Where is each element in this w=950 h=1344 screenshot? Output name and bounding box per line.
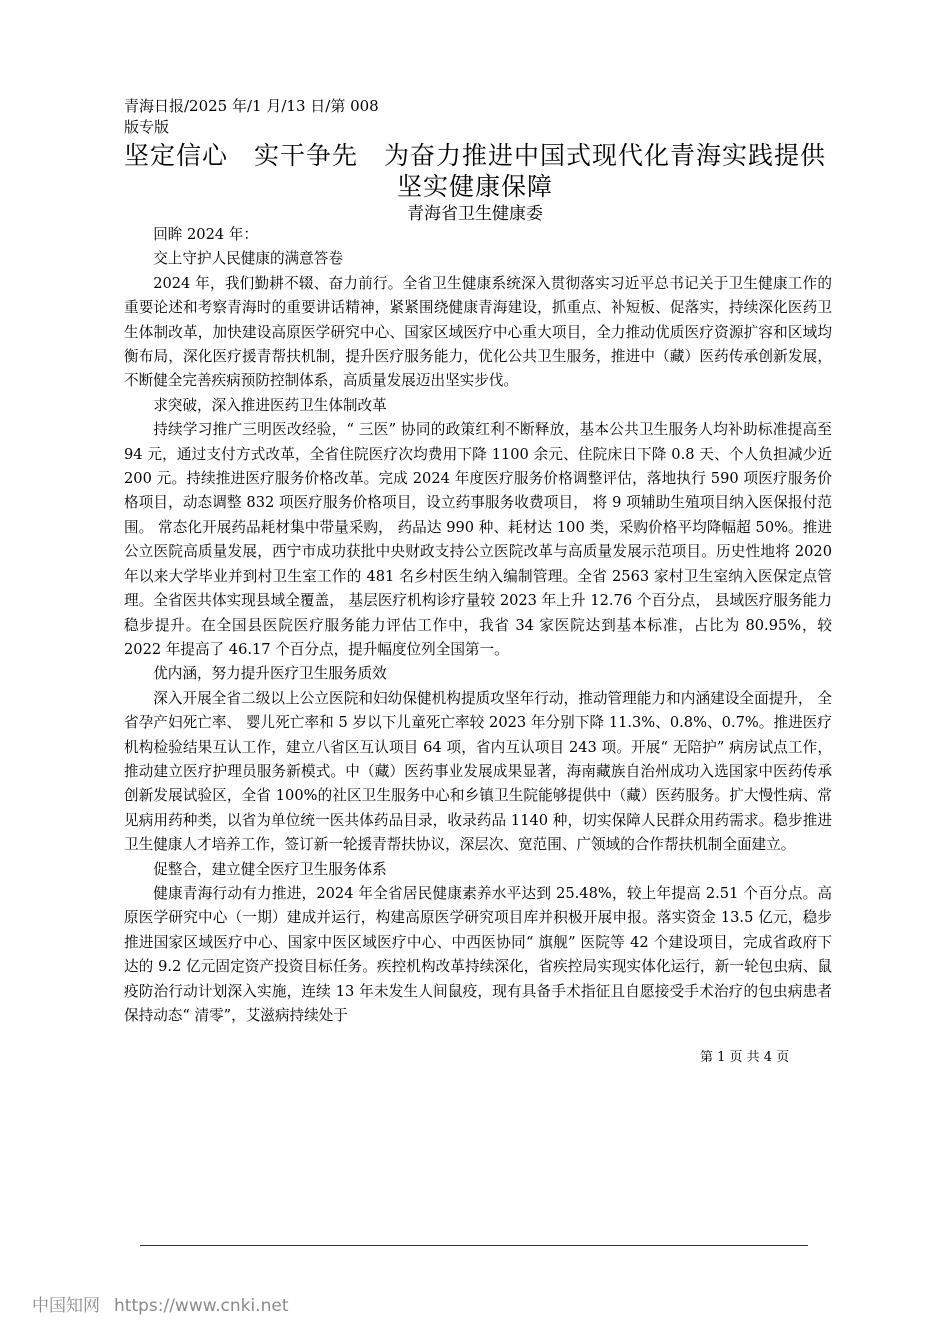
paragraph-reform: 持续学习推广三明医改经验，“ 三医” 协同的政策红利不断释放，基本公共卫生服务人均补助标准提高至 94 元，通过支付方式改革，全省住院医疗次均费用下降 1100 余元、住院床日下降 0.8 天、个人负担减少近 200 元。持续推进医疗服务价格改革。完成 2024 年度医疗服务价格调整评估，落地执行 590 项医疗服务价格项目，动态调整 832 项医疗服务价格项目，设立药事服务收费项目， 将 9 项辅助生殖项目纳入医保报付范围。 常态化开展药品耗材集中带量采购， 药品达 990 种、耗材达 100 类，采购价格平均降幅超 50%。推进公立医院高质量发展，西宁市成功获批中央财政支持公立医院改革与高质量发展示范项目。历史性地将 2020 年以来大学毕业并到村卫生室工作的 481 名乡村医生纳入编制管理。全省 2563 家村卫生室纳入医保定点管理。全省医共体实现县域全覆盖， 基层医疗机构诊疗量较 2023 年上升 12.76 个百分点， 县域医疗服务能力稳步提升。在全国县医院医疗服务能力评估工作中，我省 34 家医院达到基本标准，占比为 80.95%，较 2022 年提高了 46.17 个百分点，提升幅度位列全国第一。	[124, 421, 832, 658]
watermark-brand: 中国知网	[32, 1296, 100, 1316]
section-heading-quality: 优内涵，努力提升医疗卫生服务质效	[153, 665, 387, 683]
paragraph-quality: 深入开展全省二级以上公立医院和妇幼保健机构提质攻坚年行动，推动管理能力和内涵建设全面提升， 全省孕产妇死亡率、 婴儿死亡率和 5 岁以下儿童死亡率较 2023 年分别下降 11.3%、0.8%、0.7%。推进医疗机构检验结果互认工作，建立八省区互认项目 64 项，省内互认项目 243 项。开展“ 无陪护” 病房试点工作，推动建立医疗护理员服务新模式。中（藏）医药事业发展成果显著，海南藏族自治州成功入选国家中医药传承创新发展试验区，全省 100%的社区卫生服务中心和乡镇卫生院能够提供中（藏）医药服务。扩大慢性病、常见病用药种类，以省为单位统一医共体药品目录，收录药品 1140 种，切实保障人民群众用药需求。稳步推进卫生健康人才培养工作，签订新一轮援青帮扶协议，深层次、宽范围、广领域的合作帮扶机制全面建立。	[124, 689, 832, 854]
footer-divider	[140, 1245, 808, 1246]
section-heading-reform: 求突破，深入推进医药卫生体制改革	[153, 396, 387, 414]
watermark-url: https://www.cnki.net	[114, 1296, 289, 1316]
paragraph-intro-label: 回眸 2024 年：	[153, 226, 258, 243]
article-title: 坚定信心 实干争先 为奋力推进中国式现代化青海实践提供坚实健康保障	[124, 141, 827, 201]
article-author: 青海省卫生健康委	[407, 204, 543, 224]
page-indicator: 第 1 页 共 4 页	[700, 1050, 790, 1065]
section-heading-summary: 交上守护人民健康的满意答卷	[153, 250, 343, 268]
article-body	[124, 223, 832, 1028]
section-heading-integration: 促整合，建立健全医疗卫生服务体系	[153, 860, 387, 878]
cnki-watermark	[32, 1294, 288, 1318]
paragraph-overview: 2024 年，我们勤耕不辍、奋力前行。全省卫生健康系统深入贯彻落实习近平总书记关于卫生健康工作的重要论述和考察青海时的重要讲话精神，紧紧围绕健康青海建设，抓重点、补短板、促落实，持续深化医药卫生体制改革，加快建设高原医学研究中心、国家区域医疗中心重大项目，全力推动优质医疗资源扩容和区域均衡布局，深化医疗援青帮扶机制，提升医疗服务能力，优化公共卫生服务，推进中（藏）医药传承创新发展，不断健全完善疾病预防控制体系，高质量发展迈出坚实步伐。	[124, 274, 832, 390]
paragraph-integration: 健康青海行动有力推进，2024 年全省居民健康素养水平达到 25.48%，较上年提高 2.51 个百分点。高原医学研究中心（一期）建成并运行，构建高原医学研究项目库并积极开展申报。落实资金 13.5 亿元，稳步推进国家区域医疗中心、国家中医区域医疗中心、中西医协同“ 旗舰” 医院等 42 个建设项目，完成省政府下达的 9.2 亿元固定资产投资目标任务。疾控机构改革持续深化，省疾控局实现实体化运行，新一轮包虫病、鼠疫防治行动计划深入实施，连续 13 年未发生人间鼠疫，现有具备手术指征且自愿接受手术治疗的包虫病患者保持动态“ 清零”，艾滋病持续处于	[124, 884, 832, 1024]
source-line: 青海日报/2025 年/1 月/13 日/第 008 版专版	[124, 97, 379, 136]
